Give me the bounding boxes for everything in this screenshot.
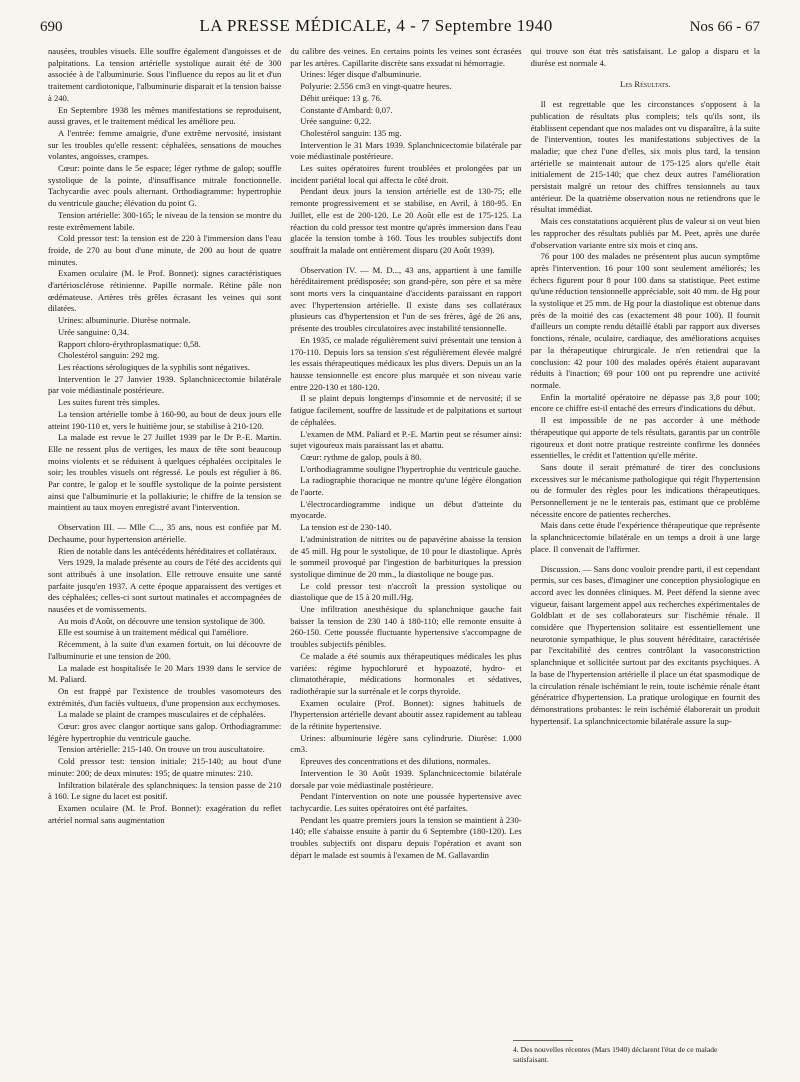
paragraph: Pendant les quatre premiers jours la tension se maintient à 230-140; elle s'abaisse ensuite à partir du 6 Septembre (180-120). Les troubles subjectifs ont disparu depuis l'opération et avant son départ le malade est soumis à l'examen de M. Gallavardin	[290, 814, 522, 860]
paragraph: Pendant deux jours la tension artérielle est de 130-75; elle remonte progressivement et se stabilise, en Avril, à 180-95. En Juillet, elle est de 200-120. Le 20 Août elle est de 175-125. La réaction du cold pressor test montre qu'après immersion dans l'eau glacée la tension tombe à 160. Tous les troubles subjectifs dont souffrait la malade ont entièrement disparu (20 Août 1939).	[290, 186, 522, 255]
paragraph: Epreuves des concentrations et des dilutions, normales.	[300, 756, 491, 767]
paragraph: Les suites opératoires furent troublées et prolongées par un incident pariétal local qui affecta le côté droit.	[290, 163, 522, 185]
paragraph: La malade se plaint de crampes musculaires et de céphalées.	[58, 709, 266, 720]
paragraph: L'examen de MM. Paliard et P.-E. Martin peut se résumer ainsi: sujet vigoureux mais paraissant las et abattu.	[290, 428, 522, 451]
paragraph: Urée sanguine: 0,22.	[300, 116, 372, 127]
paragraph: Le cold pressor test n'accroît la pression systolique ou diastolique que de 15 à 20 mill./Hg.	[290, 580, 522, 603]
footnote-rule	[513, 1040, 573, 1041]
page-number: 690	[40, 19, 63, 35]
paragraph: Intervention le 30 Août 1939. Splanchnicectomie bilatérale dorsale par voie médiastinale postérieure.	[290, 767, 522, 790]
paragraph: Discussion. — Sans donc vouloir prendre parti, il est cependant permis, sur ces bases, d'imaginer une conception physiologique en accord avec les données cliniques. M. Peet défend la sienne avec vigueur, faisant largement appel aux recherches expérimentales de Goldblatt et de ses collaborateurs sur l'ischémie rénale. Il considère que l'hypertension solitaire est essentiellement une neurotonie sympathique, le plus souvent héréditaire, caractérisée par l'excitabilité des centres contrôlant la vasoconstriction splanchnique et sollicitée surtout par des excitants psychiques. A la base de l'hypertension artérielle il place un état spasmodique de la circulation rénale ischémiant le rein, toute ischémie rénale étant génératrice d'hypertension. La pratique urologique en fournit des démonstrations probantes: le rein ischémié élaborerait un produit hypertensif. La splanchnicectomie bilatérale assure la sup-	[530, 563, 760, 726]
issue-number: Nos 66 - 67	[689, 19, 760, 35]
paragraph: 76 pour 100 des malades ne présentent plus aucun symptôme après l'intervention. 16 pour 100 sont seulement améliorés; les échecs figurent pour 8 pour 100 dans sa statistique. Peet estime qu'une réduction tensionnelle appréciable, soit 40 mm. de Hg pour la systolique et 25 mm. de Hg pour la diastolique est obtenue dans près de la moitié des cas (exactement 48 pour 100). Il fournit d'ailleurs un compte rendu détaillé établi par rapport aux diverses fonctions, rénale, oculaire, cardiaque, des améliorations acquises par la thérapeutique chirurgicale. Je n'en retiendrai que la conclusion: 42 pour 100 des malades opérés étaient auparavant réduits à l'inaction; 69 pour 100 ont pu reprendre une activité normale.	[530, 251, 760, 390]
footnote-text: 4. Des nouvelles récentes (Mars 1940) déclarent l'état de ce malade satisfaisant.	[513, 1045, 718, 1064]
paragraph: Il est impossible de ne pas accorder à une méthode thérapeutique qui apporte de tels résultats, garantis par un contrôle rigoureux et dont notre pratique restreinte confirme les données essentielles, le crédit et l'attention qu'elle mérite.	[530, 415, 760, 461]
paragraph: La tension est de 230-140.	[300, 522, 392, 533]
paragraph: L'électrocardiogramme indique un début d'atteinte du myocarde.	[290, 498, 522, 521]
paragraph: Enfin la mortalité opératoire ne dépasse pas 3,8 pour 100; encore ce chiffre est-il entaché des erreurs d'indications du début.	[530, 391, 760, 414]
paragraph: Sans doute il serait prématuré de tirer des conclusions excessives sur le mécanisme pathologique qui régit l'hypertension ou de formuler des règles pour les indications thérapeutiques. Personnellement je ne le tenterais pas, estimant que ce problème nécessite encore de patientes recherches.	[530, 461, 760, 519]
paragraph: On est frappé par l'existence de troubles vasomoteurs des extrémités, d'un faciès vultueux, d'une propension aux ecchymoses.	[48, 685, 282, 708]
paragraph: Tension artérielle: 215-140. On trouve un trou auscultatoire.	[58, 744, 265, 755]
paragraph: Ce malade a été soumis aux thérapeutiques médicales les plus variées: régime hypochloruré et hypoazoté, hydro- et climatothérapie, médications hormonales et sédatives, radiothérapie sur la surrénale et le corps thyroïde.	[290, 650, 522, 696]
paragraph: Rapport chloro-érythroplasmatique: 0,58.	[58, 338, 201, 349]
paragraph: Cold pressor test: la tension est de 220 à l'immersion dans l'eau froide, de 270 au bout d'une minute, de 200 au bout de quatre minutes.	[48, 233, 282, 267]
running-header	[40, 16, 760, 40]
section-heading: Les Résultats.	[620, 79, 671, 90]
paragraph: L'administration de nitrites ou de papavérine abaisse la tension de 45 mill. Hg pour le systolique, de 10 pour le diastolique. Après le sommeil provoqué par l'ingestion de barbituriques la pression systolique diminue de 20 mm., la diastolique ne bouge pas.	[290, 533, 522, 579]
paragraph: La radiographie thoracique ne montre qu'une légère élongation de l'aorte.	[290, 475, 522, 498]
paragraph: Urines: léger disque d'albuminurie.	[300, 69, 422, 80]
paragraph: Intervention le 31 Mars 1939. Splanchnicectomie bilatérale par voie médiastinale postérieure.	[290, 139, 522, 162]
paragraph: La malade est hospitalisée le 20 Mars 1939 dans le service de M. Paliard.	[48, 662, 282, 685]
paragraph: qui trouve son état très satisfaisant. Le galop a disparu et la diurèse est normale 4.	[530, 46, 760, 68]
paragraph: Tension artérielle: 300-165; le niveau de la tension se montre du reste extrêmement labile.	[48, 209, 282, 232]
paragraph: Vers 1929, la malade présente au cours de l'été des accidents qui sont attribués à une insolation. Elle retrouve ensuite une santé parfaite jusqu'en 1937. A cette époque apparaissent des vertiges et des céphalées; celles-ci sont surtout matinales et accompagnées de nausées et de vomissements.	[48, 557, 282, 615]
paragraph: Cœur: pointe dans le 5e espace; léger rythme de galop; souffle systolique de la pointe, d'insuffisance mitrale fonctionnelle. Tachycardie avec pouls alternant. Orthodiagramme: hypertrophie du ventricule gauche; élévation du point G.	[48, 163, 282, 209]
paragraph: Examen oculaire (M. le Prof. Bonnet): signes caractéristiques d'artériosclérose rétinienne. Papille normale. Rétine pâle non œdémateuse. Artères très grêles écrasant les veines qui sont dilatées.	[48, 268, 282, 314]
column-left	[48, 46, 281, 862]
paragraph: Rien de notable dans les antécédents héréditaires et collatéraux.	[58, 545, 277, 556]
paragraph: Polyurie: 2.556 cm3 en vingt-quatre heures.	[300, 81, 452, 92]
paragraph: Examen oculaire (M. le Prof. Bonnet): exagération du reflet artériel normal sans augmentation	[48, 803, 282, 825]
paragraph: Cholestérol sanguin: 292 mg.	[58, 350, 160, 361]
paragraph: Observation III. — Mlle C..., 35 ans, nous est confiée par M. Dechaume, pour hypertension artérielle.	[48, 522, 282, 544]
paragraph: Elle est soumise à un traitement médical qui l'améliore.	[58, 627, 249, 638]
paragraph: Les réactions sérologiques de la syphilis sont négatives.	[58, 361, 250, 372]
paragraph: Débit uréique: 13 g. 76.	[300, 92, 382, 103]
paragraph: Il est regrettable que les circonstances s'opposent à la publication de résultats plus complets; tels qu'ils sont, ils établissent cependant que nos malades ont vu disparaître, à la suite de l'intervention, toutes les manifestations subjectives de la maladie; que chez l'une d'elles, six mois plus tard, la tension artérielle se maintenait autour de 175-125 alors qu'elle était initialement de 215-140; que chez deux autres l'amélioration persistait malgré un retour des chiffres tensionnels au taux antérieur. De la quatrième observation nous ne retiendrons que le résultat immédiat.	[530, 99, 760, 215]
paragraph: Une infiltration anesthésique du splanchnique gauche fait baisser la tension de 230 140 à 180-110; elle remonte ensuite à 260-150. Cette poussée fluctuante hypertensive s'accompagne de troubles subjectifs pénibles.	[290, 604, 522, 650]
paragraph: Mais ces constatations acquièrent plus de valeur si on veut bien les rapprocher des résultats publiés par M. Peet, après une durée d'observation variante entre six mois et cinq ans.	[530, 216, 760, 250]
paragraph: Observation IV. — M. D..., 43 ans, appartient à une famille héréditairement prédisposée; son grand-père, son père et sa mère sont morts vers la cinquantaine d'accidents paraissant en rapport avec l'hypertension artérielle. Il existe dans ses collatéraux plusieurs cas d'hypertension et l'un de ses frères, âgé de 26 ans, présente des troubles circulatoires avec instabilité tensionnelle.	[290, 264, 522, 334]
paragraph: Infiltration bilatérale des splanchniques: la tension passe de 210 à 160. Le signe du lacet est positif.	[48, 779, 282, 802]
paragraph: En Septembre 1938 les mêmes manifestations se reproduisent, aussi graves, et le traitement médical les améliore peu.	[48, 104, 282, 127]
paragraph: La malade est revue le 27 Juillet 1939 par le Dr P.-E. Martin. Elle ne ressent plus de vertiges, les maux de tête sont beaucoup moins violents et se réduisent à quelques céphalées occipitales le soir; les troubles visuels ont régressé. Le pouls est régulier à 86. Par contre, le galop et le souffle systolique de la pointe persistent ainsi que l'albuminurie et la pollakiurie; le chiffre de la tension se maintient au taux moyen enregistré avant l'intervention.	[48, 432, 282, 513]
paragraph: En 1935, ce malade régulièrement suivi présentait une tension à 170-110. Depuis lors sa tension s'est régulièrement élevée malgré les essais thérapeutiques médicaux les plus divers. Depuis un an la hausse tensionnelle est encore plus marquée et son niveau varie entre 220-130 et 180-120.	[290, 334, 522, 392]
paragraph: L'orthodiagramme souligne l'hypertrophie du ventricule gauche.	[300, 463, 522, 474]
paragraph: Cœur: gros avec clangor aortique sans galop. Orthodiagramme: légère hypertrophie du ventricule gauche.	[48, 721, 282, 743]
paragraph: Les suites furent très simples.	[58, 397, 160, 408]
paragraph: Pendant l'intervention on note une poussée hypertensive avec tachycardie. Les suites opératoires ont été parfaites.	[290, 791, 522, 813]
paragraph: Mais dans cette étude l'expérience thérapeutique que représente la splanchnicectomie bilatérale en un temps a droit à une large place. Il convenait de l'affirmer.	[530, 520, 760, 554]
paragraph: nausées, troubles visuels. Elle souffre également d'angoisses et de palpitations. La tension artérielle systolique aurait été de 300 associée à de l'albuminurie. Sous l'influence du repos au lit et d'un traitement cardiotonique, l'albuminurie disparait et la tension baisse à 240.	[48, 46, 282, 103]
paragraph: Urines: albuminurie légère sans cylindrurie. Diurèse: 1.000 cm3.	[290, 732, 522, 755]
paragraph: A l'entrée: femme amaigrie, d'une extrême nervosité, insistant sur les troubles qu'elle ressent: céphalées, sensations de mouches volantes, angoisses, crampes.	[48, 127, 282, 162]
footnote	[513, 1040, 749, 1064]
column-right	[531, 46, 760, 862]
paragraph: La tension artérielle tombe à 160-90, au bout de deux jours elle atteint 190-110 et, vers le huitième jour, se stabilise à 210-120.	[48, 408, 282, 431]
paragraph: Cholestérol sanguin: 135 mg.	[300, 127, 402, 138]
text-columns	[48, 46, 760, 862]
paragraph: Cold pressor test: tension initiale: 215-140; au bout d'une minute: 200; de deux minutes: 195; de quatre minutes: 210.	[48, 756, 282, 778]
paragraph: Examen oculaire (Prof. Bonnet): signes habituels de l'hypertension artérielle devant aboutir assez rapidement au tableau de la rétinite hypertensive.	[290, 697, 522, 732]
paragraph: Urines: albuminurie. Diurèse normale.	[58, 315, 191, 326]
journal-title: LA PRESSE MÉDICALE, 4 - 7 Septembre 1940	[199, 16, 553, 35]
paragraph: Au mois d'Août, on découvre une tension systolique de 300.	[58, 615, 266, 626]
paragraph: Il se plaint depuis longtemps d'insomnie et de nervosité; il se fatigue facilement, souffre de lassitude et de palpitations et surtout de céphalées.	[290, 393, 522, 427]
paragraph: Cœur: rythme de galop, pouls à 80.	[300, 451, 422, 462]
paragraph: du calibre des veines. En certains points les veines sont écrasées par les artères. Capillarite discrète sans exsudat ni hémorragie.	[290, 46, 522, 68]
paragraph: Urée sanguine: 0,34.	[58, 326, 130, 337]
column-middle	[290, 46, 521, 862]
paragraph: Constante d'Ambard: 0,07.	[300, 104, 393, 115]
paragraph: Récemment, à la suite d'un examen fortuit, on lui découvre de l'albuminurie et une tension de 200.	[48, 639, 282, 661]
paragraph: Intervention le 27 Janvier 1939. Splanchnicectomie bilatérale par voie médiastinale postérieure.	[48, 373, 282, 396]
